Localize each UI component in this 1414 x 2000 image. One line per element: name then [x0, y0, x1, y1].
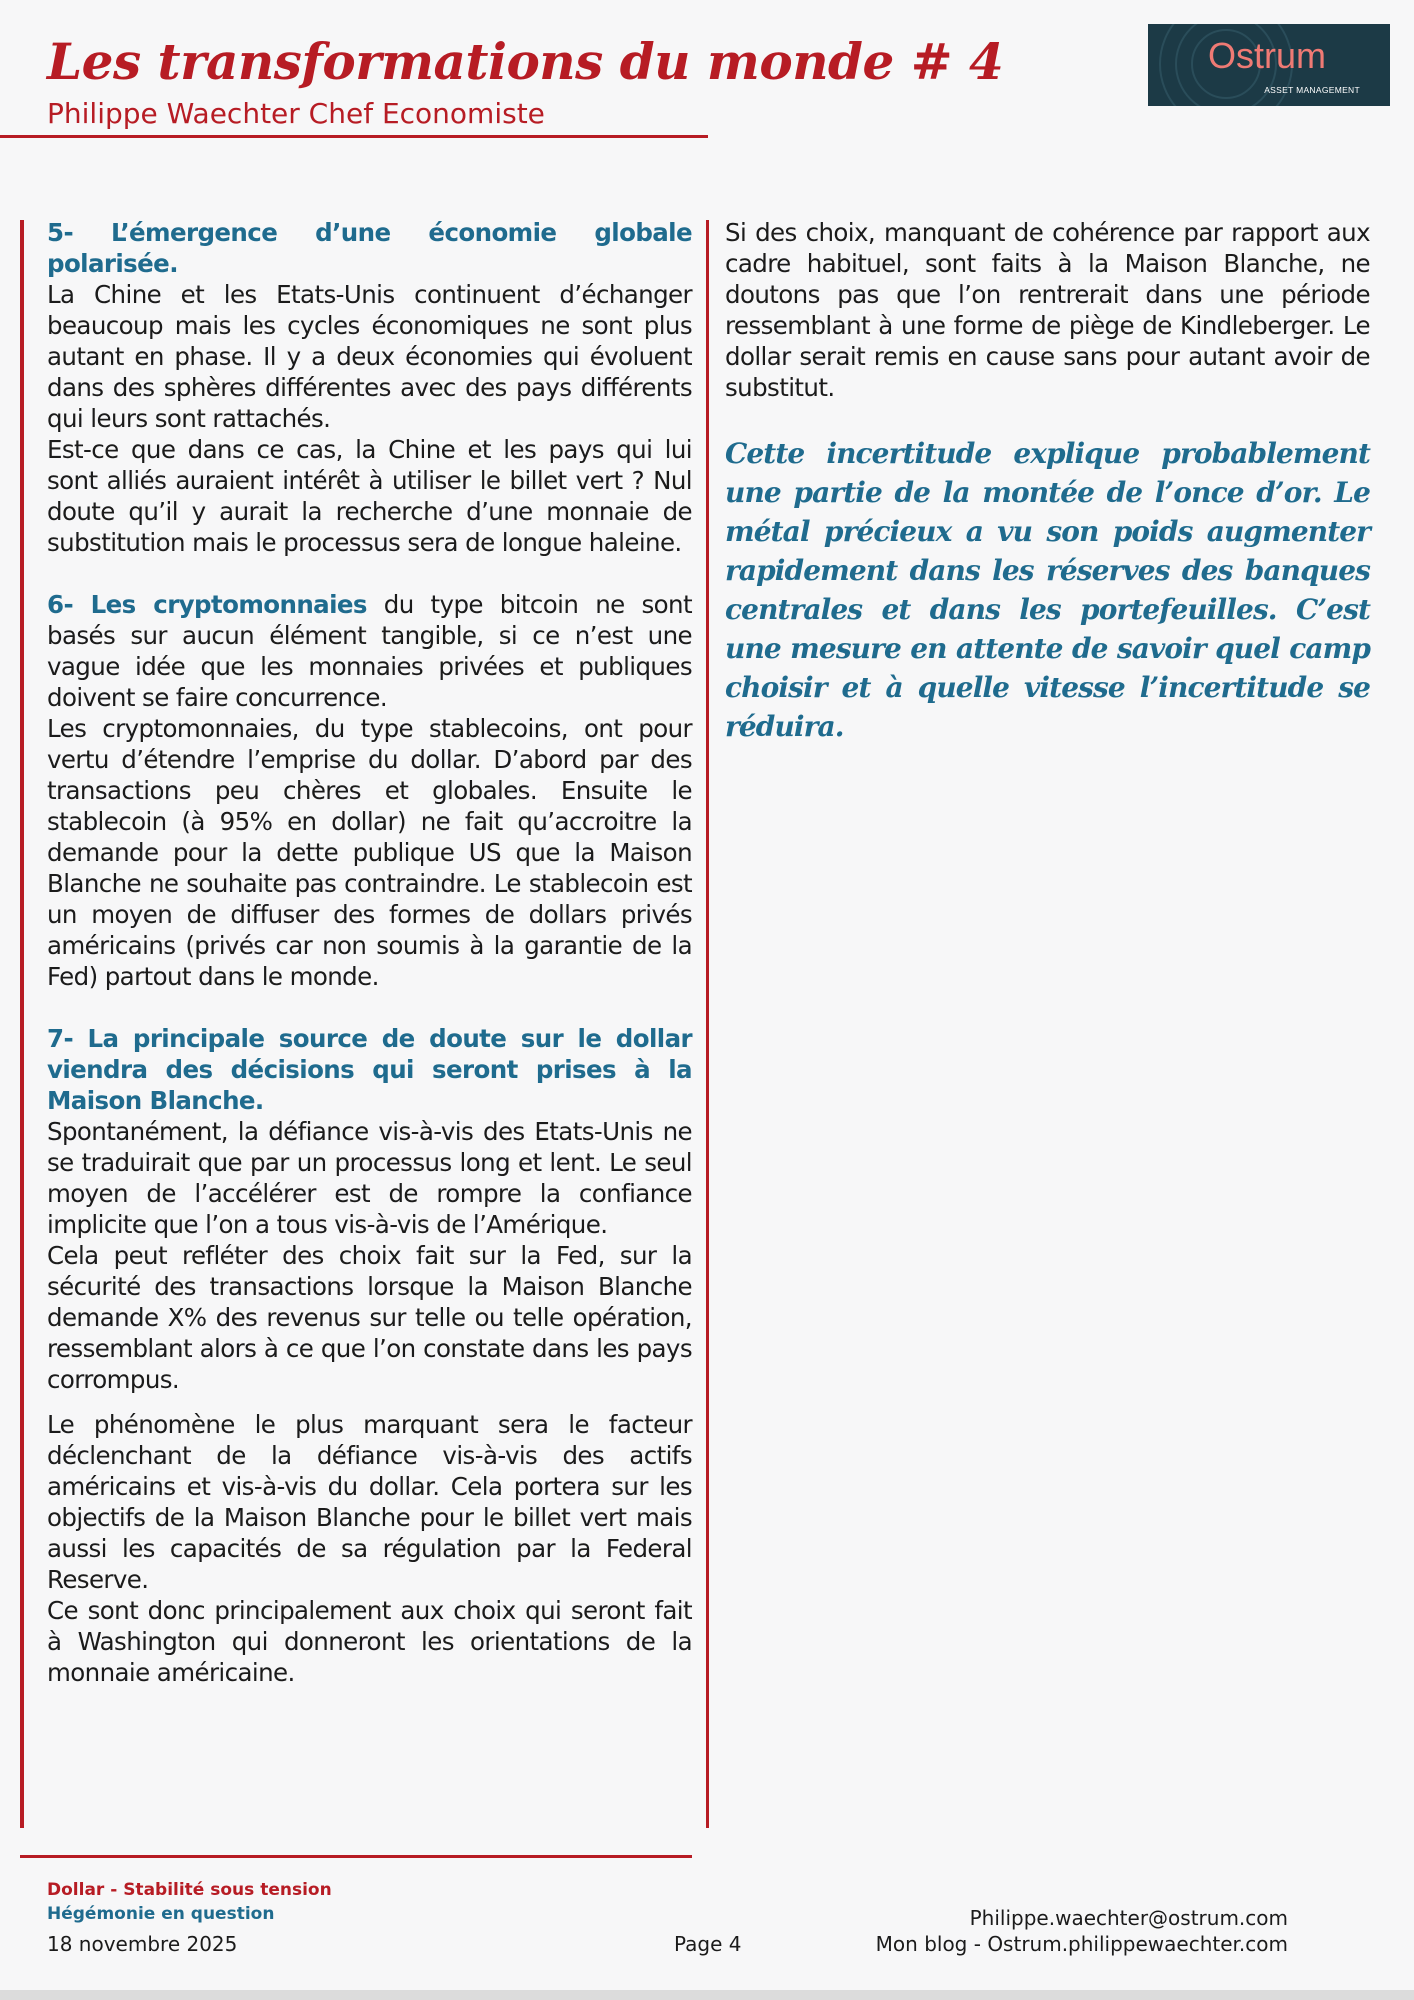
footer-topic-line-1: Dollar - Stabilité sous tension — [47, 1880, 332, 1900]
section-7-paragraph-4: Ce sont donc principalement aux choix qui seront fait à Washington qui donneront les orientations de la monnaie américaine. — [47, 1596, 692, 1687]
section-7-heading: 7- La principale source de doute sur le dollar viendra des décisions qui seront prises à la Maison Blanche. — [47, 1024, 692, 1115]
section-6-paragraph-1 — [47, 589, 692, 713]
author-email: Philippe.waechter@ostrum.com — [969, 1906, 1288, 1930]
section-7-paragraph-3: Le phénomène le plus marquant sera le facteur déclenchant de la défiance vis-à-vis des actifs américains et vis-à-vis du dollar. Cela portera sur les objectifs de la Maison Blanche pour le billet vert mais aussi les capacités de sa régulation par la Federal Reserve. — [47, 1410, 692, 1594]
header-divider — [0, 135, 708, 138]
middle-column-rule — [706, 220, 709, 1828]
highlight-quote: Cette incertitude explique probablement une partie de la montée de l’once d’or. Le métal précieux a vu son poids augmenter rapidement dans les réserves des banques centrales et dans les portefeuilles. C’est une mesure en attente de savoir quel camp choisir et à quelle vitesse l’incertitude se réduira. — [725, 437, 1370, 743]
left-column — [47, 217, 692, 1688]
section-7-paragraph-1: Spontanément, la défiance vis-à-vis des Etats-Unis ne se traduirait que par un processus long et lent. Le seul moyen de l’accélérer est de rompre la confiance implicite que l’on a tous vis-à-vis de l’Amérique. — [47, 1117, 692, 1239]
footer-topic-line-2: Hégémonie en question — [47, 1904, 275, 1924]
blog-link: Mon blog - Ostrum.philippewaechter.com — [875, 1932, 1288, 1956]
right-paragraph-1: Si des choix, manquant de cohérence par rapport aux cadre habituel, sont faits à la Maison Blanche, ne doutons pas que l’on rentrerait dans une période ressemblant à une forme de piège de Kindleberger. Le dollar serait remis en cause sans pour autant avoir de substitut. — [725, 218, 1370, 402]
spacer — [47, 992, 692, 1023]
footer-date: 18 novembre 2025 — [47, 1932, 238, 1956]
spacer — [725, 403, 1370, 434]
right-column — [725, 217, 1370, 746]
page-title: Les transformations du monde # 4 — [47, 32, 1004, 91]
logo-tagline: ASSET MANAGEMENT — [1264, 85, 1360, 95]
section-6-heading: 6- Les cryptomonnaies — [47, 590, 367, 619]
ostrum-logo — [1148, 24, 1390, 106]
section-6-lead-text: du type bitcoin ne sont basés sur aucun élément tangible, si ce n’est une vague idée que les monnaies privées et publiques doivent se faire concurrence. — [47, 590, 692, 712]
spacer — [47, 558, 692, 589]
section-5-paragraph-2: Est-ce que dans ce cas, la Chine et les pays qui lui sont alliés auraient intérêt à utiliser le billet vert ? Nul doute qu’il y aurait la recherche d’une monnaie de substitution mais le processus sera de longue haleine. — [47, 435, 692, 557]
logo-wordmark: Ostrum — [1208, 35, 1327, 76]
spacer — [47, 1395, 692, 1409]
section-6-paragraph-2: Les cryptomonnaies, du type stablecoins, ont pour vertu d’étendre l’emprise du dollar. D’abord par des transactions peu chères et globales. Ensuite le stablecoin (à 95% en dollar) ne fait qu’accroitre la demande pour la dette publique US que la Maison Blanche ne souhaite pas contraindre. Le stablecoin est un moyen de diffuser des formes de dollars privés américains (privés car non soumis à la garantie de la Fed) partout dans le monde. — [47, 714, 692, 991]
footer-divider — [20, 1855, 692, 1858]
author-subtitle: Philippe Waechter Chef Economiste — [47, 97, 545, 130]
section-5-paragraph-1: La Chine et les Etats-Unis continuent d’échanger beaucoup mais les cycles économiques ne sont plus autant en phase. Il y a deux économies qui évoluent dans des sphères différentes avec des pays différents qui leurs sont rattachés. — [47, 280, 692, 433]
bottom-band — [0, 1990, 1414, 2000]
left-column-rule — [20, 220, 24, 1828]
section-7-paragraph-2: Cela peut refléter des choix fait sur la Fed, sur la sécurité des transactions lorsque la Maison Blanche demande X% des revenus sur telle ou telle opération, ressemblant alors à ce que l’on constate dans les pays corrompus. — [47, 1241, 692, 1394]
section-5-heading: 5- L’émergence d’une économie globale polarisée. — [47, 218, 692, 278]
page-number: Page 4 — [674, 1932, 742, 1956]
